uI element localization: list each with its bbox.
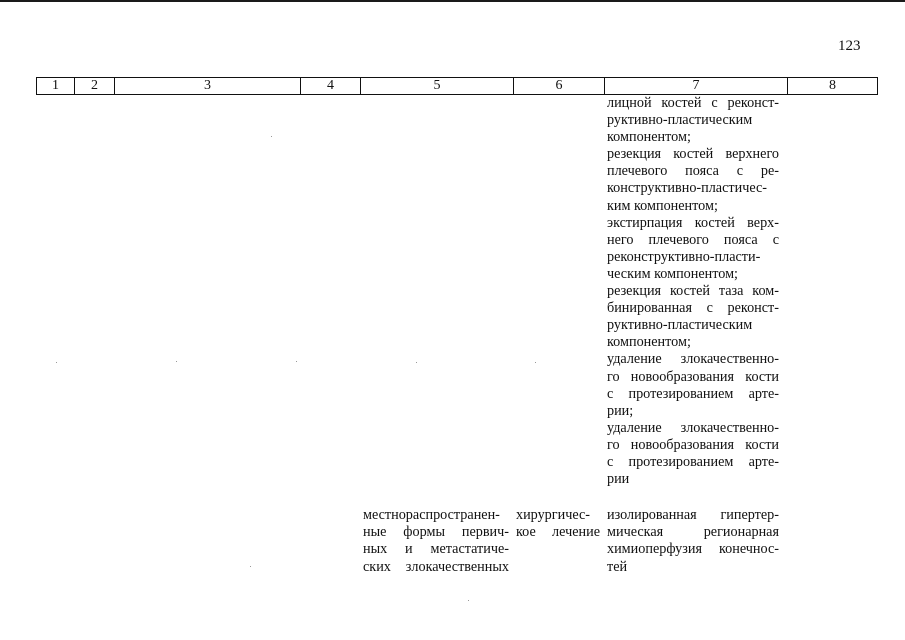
col7-line: руктивно-пластическим (607, 317, 753, 334)
col6-line: кое лечение (516, 524, 600, 541)
header-cell-7: 7 (604, 78, 787, 94)
column-7-treatment-method (607, 507, 779, 576)
col7-line: с протезированием арте- (607, 385, 779, 402)
col5-line: ные формы первич- (363, 524, 509, 541)
scan-speck (468, 600, 469, 601)
header-cell-2: 2 (74, 78, 114, 94)
col7-line: компонентом; (607, 129, 691, 146)
scan-speck (176, 361, 177, 362)
col5-line: ных и метастатиче- (363, 541, 509, 558)
col7-line: с протезированием арте- (607, 453, 779, 470)
col7-line: конструктивно-пластичес- (607, 180, 768, 197)
header-cell-6: 6 (513, 78, 604, 94)
col7b-line: химиоперфузия конечнос- (607, 541, 779, 558)
col7-line: го новообразования кости (607, 368, 779, 385)
scan-speck (296, 361, 297, 362)
col7-line: ким компонентом; (607, 197, 718, 214)
col7-line: рии; (607, 402, 634, 419)
col7-line: компонентом; (607, 334, 691, 351)
column-5-diagnosis (363, 507, 509, 576)
header-cell-4: 4 (300, 78, 360, 94)
col7b-line: изолированная гипертер- (607, 507, 779, 523)
header-cell-5: 5 (360, 78, 513, 94)
col7-line: него плечевого пояса с (607, 231, 779, 248)
table-header-row (36, 77, 878, 95)
col7-line: руктивно-пластическим (607, 112, 753, 129)
col7-line: резекция костей таза ком- (607, 283, 779, 300)
col7-line: бинированная с реконст- (607, 300, 779, 317)
scan-speck (56, 362, 57, 363)
col7-line: плечевого пояса с ре- (607, 163, 779, 180)
col7-line: удаление злокачественно- (607, 419, 779, 436)
col7-line: удаление злокачественно- (607, 351, 779, 368)
column-6-treatment-type (516, 507, 600, 541)
col7-line: рии (607, 471, 630, 488)
col7b-line: тей (607, 558, 628, 575)
col7b-line: мическая регионарная (607, 524, 779, 541)
page-number: 123 (838, 38, 861, 54)
col7-line: го новообразования кости (607, 436, 779, 453)
col6-line: хирургичес- (516, 507, 590, 523)
header-cell-3: 3 (114, 78, 300, 94)
col7-line: экстирпация костей верх- (607, 214, 779, 231)
header-cell-1: 1 (36, 78, 74, 94)
col7-line: ческим компонентом; (607, 265, 738, 282)
scan-speck (416, 362, 417, 363)
header-cell-8: 8 (787, 78, 878, 94)
scan-speck (250, 566, 251, 567)
col7-line: лицной костей с реконст- (607, 95, 779, 111)
scan-speck (535, 362, 536, 363)
top-border-rule (0, 0, 905, 2)
scan-speck (271, 136, 272, 137)
col5-line: местнораспространен- (363, 507, 500, 523)
col7-line: резекция костей верхнего (607, 146, 779, 163)
col7-line: реконструктивно-пласти- (607, 248, 761, 265)
column-7-procedure-list (607, 95, 779, 488)
col5-line: ских злокачественных (363, 558, 509, 575)
